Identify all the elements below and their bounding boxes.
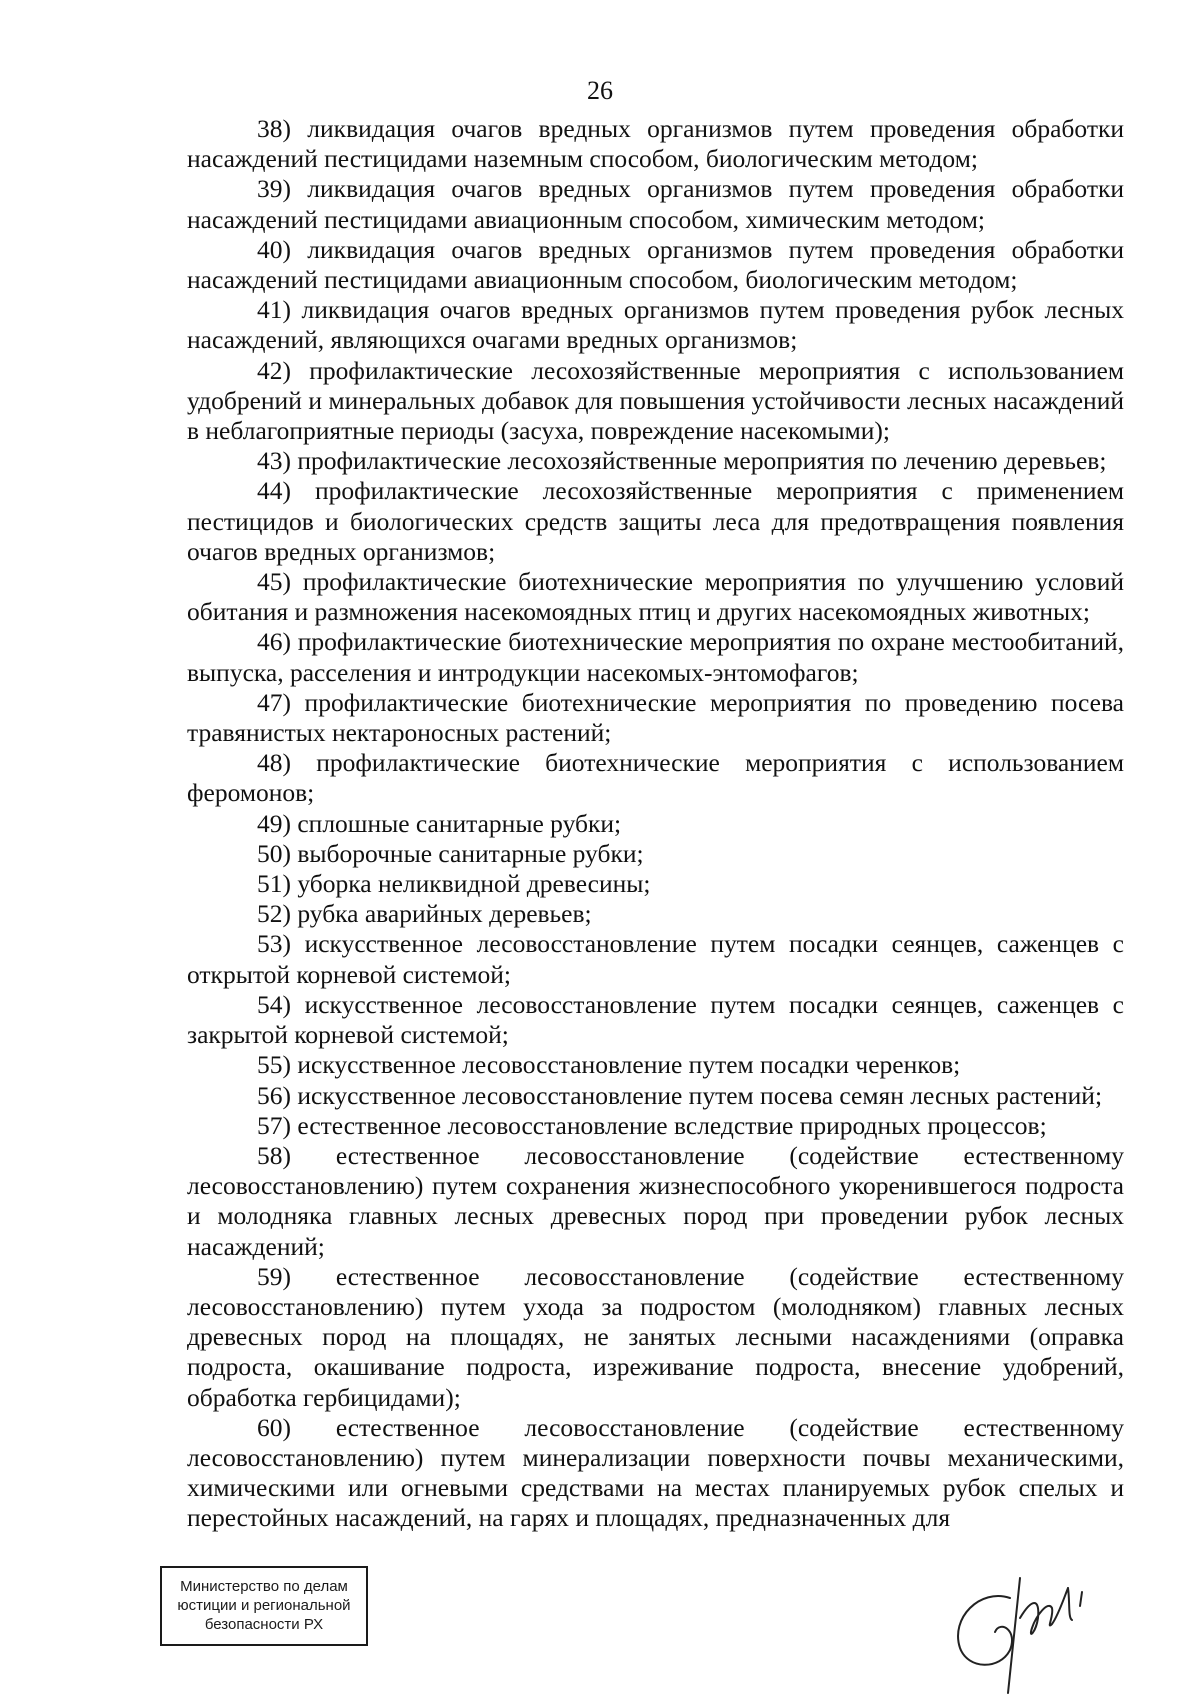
signature-flourish [1020,1588,1068,1634]
stamp-line: юстиции и региональной [177,1597,351,1614]
list-item: 52) рубка аварийных деревьев; [257,899,592,929]
list-item: 41) ликвидация очагов вредных организмов путем проведения рубок лесных насаждений, являющихся очагами вредных организмов; [187,295,1124,355]
list-item: 48) профилактические биотехнические мероприятия с использованием феромонов; [187,748,1124,808]
page-number: 26 [587,76,613,105]
list-item: 57) естественное лесовосстановление вследствие природных процессов; [257,1110,1047,1140]
handwritten-signature [940,1558,1120,1698]
signature-mark [1080,1592,1082,1606]
ministry-stamp [160,1566,368,1646]
document-body [187,114,1124,1534]
list-item: 59) естественное лесовосстановление (содействие естественному лесовосстановлению) путем ухода за подростом (молодняком) главных лесных древесных пород на площадях, не занятых лесными насаждениями (оправка подроста, окашивание подроста, изреживание подроста, внесение удобрений, обработка гербицидами); [187,1261,1124,1412]
list-item: 40) ликвидация очагов вредных организмов путем проведения обработки насаждений пестицидами авиационным способом, биологическим методом; [187,234,1124,295]
list-item: 46) профилактические биотехнические мероприятия по охране местообитаний, выпуска, расселения и интродукции насекомых-энтомофагов; [187,627,1124,687]
list-item: 43) профилактические лесохозяйственные мероприятия по лечению деревьев; [257,446,1107,476]
list-item: 49) сплошные санитарные рубки; [257,808,622,838]
signature-tail [1068,1588,1072,1620]
list-item: 53) искусственное лесовосстановление путем посадки сеянцев, саженцев с открытой корневой системой; [187,929,1124,989]
list-item: 42) профилактические лесохозяйственные мероприятия с использованием удобрений и минеральных добавок для повышения устойчивости лесных насаждений в неблагоприятные периоды (засуха, повреждение насекомыми); [187,355,1124,446]
list-item: 50) выборочные санитарные рубки; [257,838,644,868]
list-item: 51) уборка неликвидной древесины; [257,869,651,899]
signature-stem [1008,1578,1020,1693]
list-item: 47) профилактические биотехнические мероприятия по проведению посева травянистых нектароносных растений; [187,687,1124,748]
list-item: 55) искусственное лесовосстановление путем посадки черенков; [257,1050,961,1080]
list-item: 39) ликвидация очагов вредных организмов путем проведения обработки насаждений пестицидами авиационным способом, химическим методом; [187,174,1124,234]
stamp-line: безопасности РХ [204,1616,324,1633]
list-item: 60) естественное лесовосстановление (содействие естественному лесовосстановлению) путем минерализации поверхности почвы механическими, химическими или огневыми средствами на местах планируемых рубок спелых и перестойных насаждений, на гарях и площадях, предназначенных для [187,1412,1124,1533]
signature-loop [958,1596,1012,1665]
list-item: 58) естественное лесовосстановление (содействие естественному лесовосстановлению) путем сохранения жизнеспособного укоренившегося подроста и молодняка главных лесных древесных пород при проведении рубок лесных насаждений; [187,1140,1124,1261]
list-item: 45) профилактические биотехнические мероприятия по улучшению условий обитания и размножения насекомоядных птиц и других насекомоядных животных; [187,567,1124,627]
list-item: 54) искусственное лесовосстановление путем посадки сеянцев, саженцев с закрытой корневой системой; [187,989,1124,1050]
list-item: 56) искусственное лесовосстановление путем посева семян лесных растений; [257,1080,1103,1110]
stamp-line: Министерство по делам [180,1578,348,1595]
list-item: 38) ликвидация очагов вредных организмов путем проведения обработки насаждений пестицидами наземным способом, биологическим методом; [187,114,1124,174]
list-item: 44) профилактические лесохозяйственные мероприятия с применением пестицидов и биологических средств защиты леса для предотвращения появления очагов вредных организмов; [187,476,1124,566]
